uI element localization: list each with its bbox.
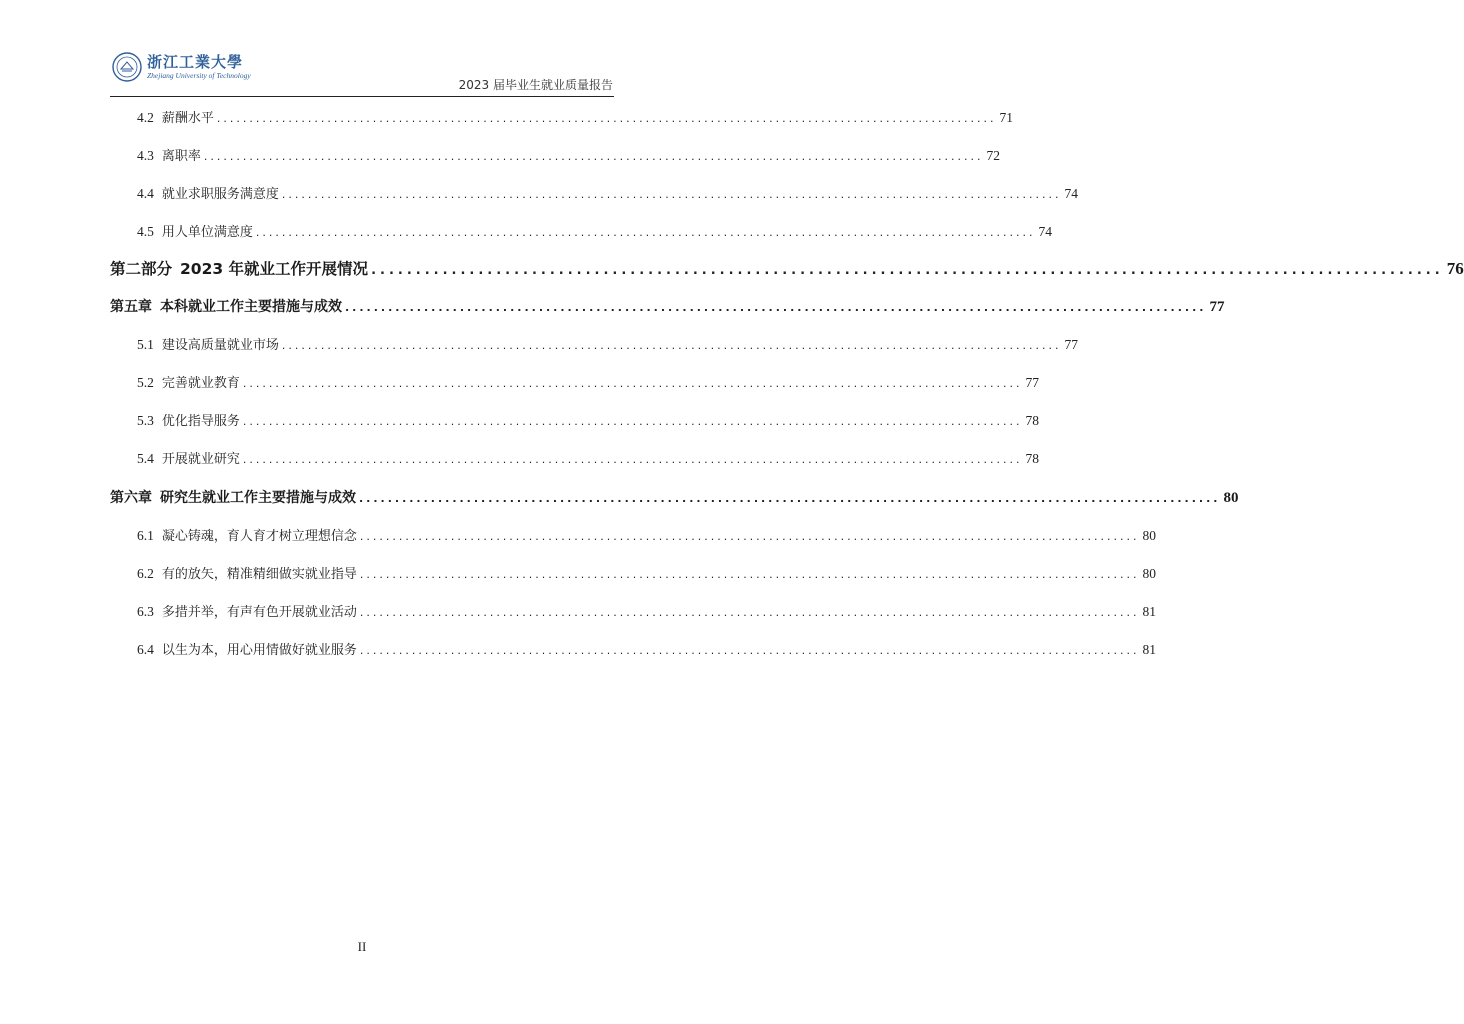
toc-entry-title: 用人单位满意度 — [161, 225, 253, 240]
toc-section-entry[interactable] — [110, 372, 1039, 391]
toc-section-entry[interactable] — [110, 410, 1039, 429]
toc-entry-title: 2023 年就业工作开展情况 — [180, 260, 369, 278]
toc-entry-number: 第五章 — [110, 299, 152, 315]
toc-entry-title: 有的放矢，精准精细做实就业指导 — [161, 567, 357, 582]
toc-section-entry[interactable] — [110, 334, 1078, 353]
toc-entry-title: 薪酬水平 — [161, 111, 214, 126]
toc-entry-number: 4.3 — [137, 148, 154, 163]
toc-entry-page: 71 — [999, 110, 1013, 125]
toc-entry-number: 第二部分 — [110, 260, 173, 278]
toc-entry-number: 5.4 — [137, 451, 154, 466]
toc-entry-title: 凝心铸魂，育人育才树立理想信念 — [161, 529, 357, 544]
university-logo — [112, 52, 251, 82]
toc-entry-title: 建设高质量就业市场 — [161, 338, 279, 353]
toc-entry-title: 研究生就业工作主要措施与成效 — [160, 490, 356, 506]
toc-section-entry[interactable] — [110, 183, 1078, 202]
toc-section-entry[interactable] — [110, 525, 1156, 544]
toc-entry-number: 5.1 — [137, 337, 154, 352]
toc-entry-number: 5.2 — [137, 375, 154, 390]
toc-entry-title: 以生为本，用心用情做好就业服务 — [161, 643, 357, 658]
toc-dot-leader: ........................................................................................................................ — [345, 301, 1207, 314]
toc-dot-leader: ........................................................................................................................ — [242, 377, 1023, 390]
toc-dot-leader: ........................................................................................................................ — [359, 530, 1140, 543]
toc-dot-leader: ........................................................................................................................ — [242, 415, 1023, 428]
toc-entry-page: 77 — [1209, 299, 1225, 315]
toc-entry-page: 74 — [1064, 186, 1078, 201]
toc-entry-page: 77 — [1025, 375, 1039, 390]
toc-entry-page: 78 — [1025, 413, 1039, 428]
toc-dot-leader: ........................................................................................................................ — [359, 644, 1140, 657]
toc-entry-page: 72 — [986, 148, 1000, 163]
toc-entry-title: 本科就业工作主要措施与成效 — [160, 299, 342, 315]
toc-entry-number: 5.3 — [137, 413, 154, 428]
toc-section-entry[interactable] — [110, 601, 1156, 620]
page-number: II — [357, 939, 367, 954]
toc-entry-page: 81 — [1142, 642, 1156, 657]
header-divider — [110, 96, 614, 97]
toc-section-entry[interactable] — [110, 145, 1000, 164]
toc-dot-leader: ........................................................................................................................ — [359, 568, 1140, 581]
toc-dot-leader: ........................................................................................................................ — [281, 339, 1062, 352]
toc-entry-title: 完善就业教育 — [161, 376, 240, 391]
toc-dot-leader: ........................................................................................................................ — [255, 226, 1036, 239]
university-seal-icon — [112, 52, 142, 82]
toc-dot-leader: ........................................................................................................................ — [242, 453, 1023, 466]
toc-entry-page: 77 — [1064, 337, 1078, 352]
toc-entry-title: 优化指导服务 — [161, 414, 240, 429]
toc-entry-page: 81 — [1142, 604, 1156, 619]
toc-dot-leader: ........................................................................................................................ — [216, 112, 997, 125]
toc-entry-title: 多措并举，有声有色开展就业活动 — [161, 605, 357, 620]
toc-section-entry[interactable] — [110, 221, 1052, 240]
toc-entry-number: 6.3 — [137, 604, 154, 619]
toc-dot-leader: ........................................................................................................................ — [281, 188, 1062, 201]
toc-entry-number: 6.2 — [137, 566, 154, 581]
toc-chapter-entry[interactable] — [110, 296, 1225, 316]
toc-dot-leader: ........................................................................................................................ — [203, 150, 984, 163]
logo-english-name: Zhejiang University of Technology — [147, 70, 251, 80]
toc-section-entry[interactable] — [110, 448, 1039, 467]
toc-entry-page: 78 — [1025, 451, 1039, 466]
toc-entry-number: 6.4 — [137, 642, 154, 657]
toc-dot-leader: ........................................................................................................................ — [359, 606, 1140, 619]
toc-entry-title: 就业求职服务满意度 — [161, 187, 279, 202]
toc-chapter-entry[interactable] — [110, 487, 1239, 507]
toc-part-entry[interactable] — [110, 257, 1464, 279]
logo-chinese-name: 浙江工業大學 — [147, 52, 244, 71]
toc-entry-number: 第六章 — [110, 490, 152, 506]
toc-dot-leader: ........................................................................................................................ — [371, 263, 1444, 278]
toc-section-entry[interactable] — [110, 563, 1156, 582]
toc-entry-page: 80 — [1142, 528, 1156, 543]
toc-entry-number: 4.4 — [137, 186, 154, 201]
toc-entry-page: 80 — [1223, 490, 1239, 506]
report-title: 2023 届毕业生就业质量报告 — [458, 78, 613, 92]
toc-section-entry[interactable] — [110, 639, 1156, 658]
toc-entry-page: 76 — [1446, 259, 1464, 278]
toc-entry-title: 离职率 — [161, 149, 201, 164]
toc-entry-page: 74 — [1038, 224, 1052, 239]
toc-dot-leader: ........................................................................................................................ — [359, 492, 1221, 505]
toc-entry-number: 4.2 — [137, 110, 154, 125]
toc-entry-page: 80 — [1142, 566, 1156, 581]
toc-entry-number: 6.1 — [137, 528, 154, 543]
toc-entry-number: 4.5 — [137, 224, 154, 239]
toc-entry-title: 开展就业研究 — [161, 452, 240, 467]
toc-section-entry[interactable] — [110, 107, 1013, 126]
